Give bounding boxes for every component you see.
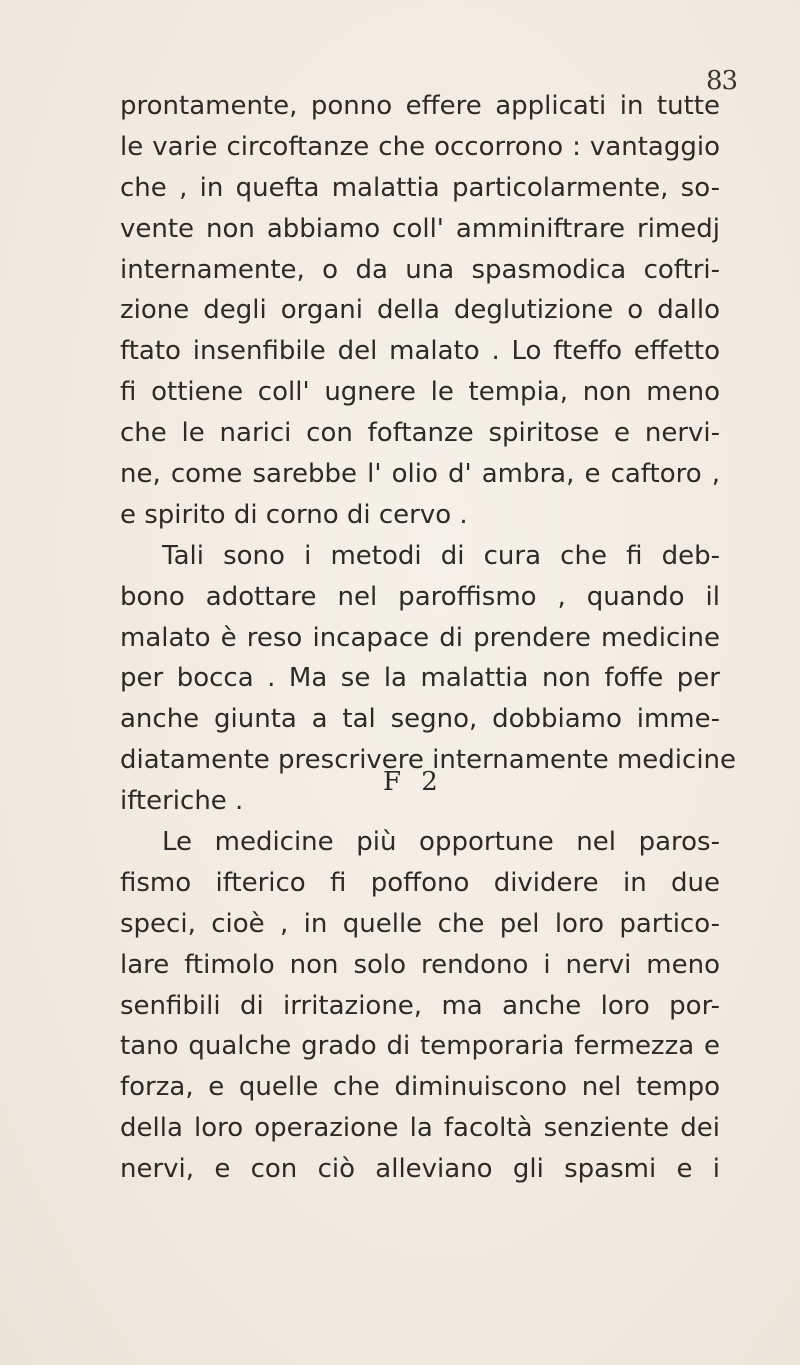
text-line: senfibili di irritazione, ma anche loro por-	[120, 990, 720, 1021]
text-line: Tali sono i metodi di cura che fi deb-	[162, 540, 720, 571]
text-line: fismo ifterico fi poffono dividere in due	[120, 867, 720, 898]
text-line: tano qualche grado di temporaria fermezza e	[120, 1031, 720, 1062]
text-line: ifteriche .	[120, 786, 244, 817]
text-line: e spirito di corno di cervo .	[120, 499, 468, 530]
text-line: nervi, e con ciò alleviano gli spasmi e i	[120, 1154, 720, 1185]
text-line: bono adottare nel paroffismo , quando il	[120, 581, 720, 612]
text-line: della loro operazione la facoltà senziente dei	[120, 1113, 720, 1144]
body-text	[120, 86, 737, 1190]
text-line: ftato insenfibile del malato . Lo fteffo effetto	[120, 336, 720, 367]
text-line: che , in quefta malattia particolarmente, so-	[120, 172, 720, 203]
text-line: le varie circoftanze che occorrono : vantaggio	[120, 131, 720, 162]
text-line: fi ottiene coll' ugnere le tempia, non meno	[120, 377, 720, 408]
text-line: forza, e quelle che diminuiscono nel tempo	[120, 1072, 720, 1103]
text-line: speci, cioè , in quelle che pel loro partico-	[120, 908, 720, 939]
text-line: diatamente prescrivere internamente medicine	[120, 745, 737, 776]
text-line: malato è reso incapace di prendere medicine	[120, 622, 720, 653]
text-line: anche giunta a tal segno, dobbiamo imme-	[120, 704, 720, 735]
text-line: Le medicine più opportune nel paros-	[162, 827, 720, 858]
text-line: internamente, o da una spasmodica coftri-	[120, 254, 720, 285]
text-line: lare ftimolo non solo rendono i nervi meno	[120, 949, 720, 980]
text-line: vente non abbiamo coll' amminiftrare rimedj	[120, 213, 720, 244]
text-line: zione degli organi della deglutizione o dallo	[120, 295, 720, 326]
text-line: ne, come sarebbe l' olio d' ambra, e caftoro ,	[120, 459, 720, 490]
text-line: prontamente, ponno effere applicati in tutte	[120, 91, 720, 121]
text-line: che le narici con foftanze spiritose e nervi-	[120, 418, 720, 449]
page-number: 83	[706, 66, 738, 96]
text-line: per bocca . Ma se la malattia non foffe per	[120, 663, 720, 694]
signature-mark: F 2	[383, 767, 444, 797]
